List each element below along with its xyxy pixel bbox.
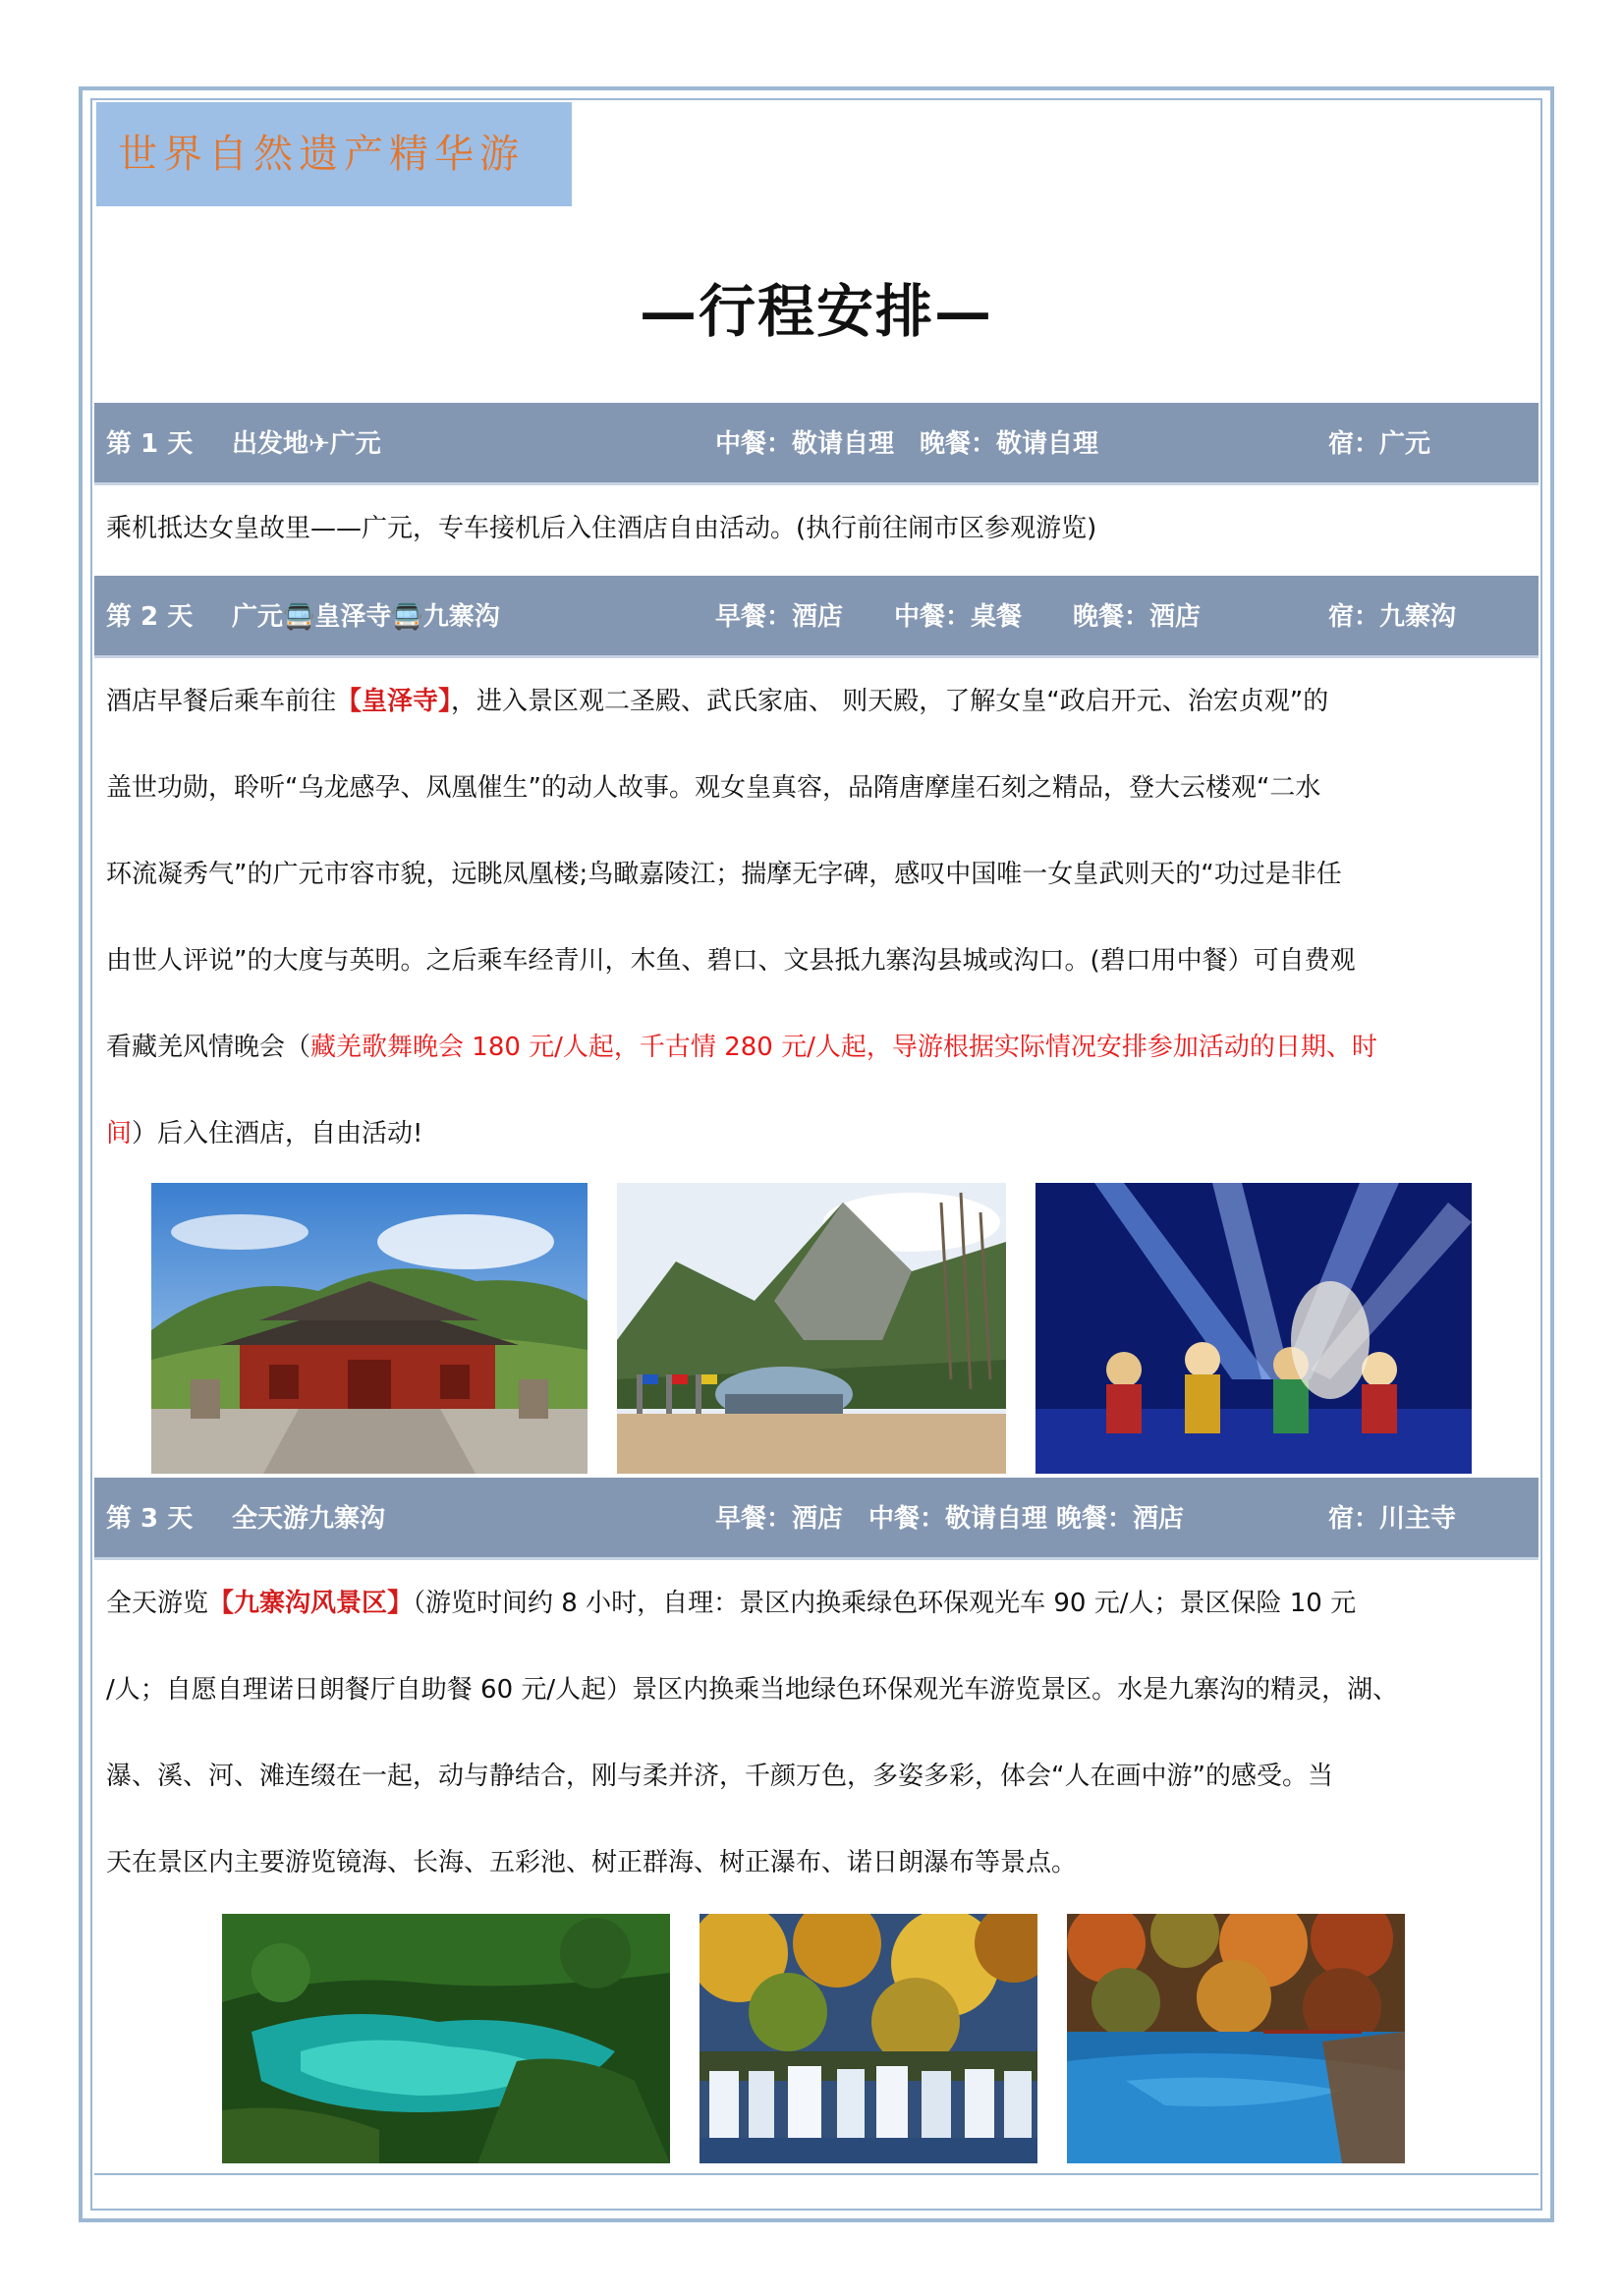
day-2-line-2: 盖世功勋，聆听“乌龙感孕、凤凰催生”的动人故事。观女皇真容，品隋唐摩崖石刻之精品，登大云楼观“二水 (106, 773, 1321, 803)
bottom-rule (94, 2173, 1539, 2175)
day-3-line-1: 全天游览【九寨沟风景区】（游览时间约 8 小时，自理：景区内换乘绿色环保观光车 90 元/人；景区保险 10 元 (106, 1589, 1357, 1618)
day-1-stay: 宿：广元 (1328, 429, 1431, 459)
photo-shuzheng-waterfall (700, 1914, 1037, 2163)
day-3-route: 全天游九寨沟 (232, 1504, 386, 1534)
day-2-number: 第 2 天 (106, 602, 194, 632)
day-2-line-4: 由世人评说”的大度与英明。之后乘车经青川，木鱼、碧口、文县抵九寨沟县城或沟口。(碧口用中餐）可自费观 (106, 946, 1356, 976)
photo-five-flower-lake (222, 1914, 670, 2163)
day-2-line-1: 酒店早餐后乘车前往【皇泽寺】，进入景区观二圣殿、武氏家庙、 则天殿，了解女皇“政启开元、治宏贞观”的 (106, 687, 1329, 716)
day-2-line-6: 间）后入住酒店，自由活动! (106, 1119, 423, 1148)
day-1-text: 乘机抵达女皇故里——广元，专车接机后入住酒店自由活动。(执行前往闹市区参观游览) (106, 514, 1097, 543)
photo-huangze-temple (151, 1183, 588, 1474)
day-3-header (94, 1478, 1539, 1560)
itinerary-page (94, 98, 1539, 2211)
day-3-line-4: 天在景区内主要游览镜海、长海、五彩池、树正群海、树正瀑布、诺日朗瀑布等景点。 (106, 1848, 1078, 1877)
day-2-stay: 宿：九寨沟 (1328, 602, 1457, 632)
day-1-description (106, 485, 1527, 572)
day-1-meals: 中餐：敬请自理 晚餐：敬请自理 (715, 429, 1099, 459)
day-3-stay: 宿：川主寺 (1328, 1504, 1457, 1534)
day-2-meals: 早餐：酒店 中餐：桌餐 晚餐：酒店 (715, 602, 1202, 632)
highlight-jiuzhaigou: 【九寨沟风景区】 (208, 1589, 414, 1618)
day-2-header (94, 576, 1539, 658)
day-3-meals: 早餐：酒店 中餐：敬请自理 晚餐：酒店 (715, 1504, 1185, 1534)
day-3-line-3: 瀑、溪、河、滩连缀在一起，动与静结合，刚与柔并济，千颜万色，多姿多彩，体会“人在画中游”的感受。当 (106, 1762, 1333, 1791)
day-3-description (106, 1560, 1527, 1906)
day-1-number: 第 1 天 (106, 429, 194, 459)
day-3-number: 第 3 天 (106, 1504, 194, 1534)
day-2-line-5: 看藏羌风情晚会（藏羌歌舞晚会 180 元/人起，千古情 280 元/人起，导游根据实际情况安排参加活动的日期、时 (106, 1033, 1377, 1062)
page-title: —行程安排— (639, 278, 993, 345)
photo-mirror-lake (1067, 1914, 1405, 2163)
photo-visitor-center (617, 1183, 1006, 1474)
highlight-huangze-temple: 【皇泽寺】 (336, 687, 452, 716)
photo-tibetan-qiang-show (1035, 1183, 1472, 1474)
day-3-line-2: /人；自愿自理诺日朗餐厅自助餐 60 元/人起）景区内换乘当地绿色环保观光车游览景区。水是九寨沟的精灵，湖、 (106, 1675, 1399, 1705)
day-2-route: 广元🚍皇泽寺🚍九寨沟 (232, 602, 500, 632)
series-banner: 世界自然遗产精华游 (96, 102, 572, 206)
day-1-route: 出发地✈广元 (232, 429, 381, 459)
show-price-note: 藏羌歌舞晚会 180 元/人起，千古情 280 元/人起，导游根据实际情况安排参加活动的日期、时 (310, 1033, 1377, 1062)
day-2-line-3: 环流凝秀气”的广元市容市貌，远眺凤凰楼;鸟瞰嘉陵江；揣摩无字碑，感叹中国唯一女皇武则天的“功过是非任 (106, 860, 1342, 889)
day-2-description (106, 658, 1527, 1177)
day-1-header (94, 403, 1539, 485)
